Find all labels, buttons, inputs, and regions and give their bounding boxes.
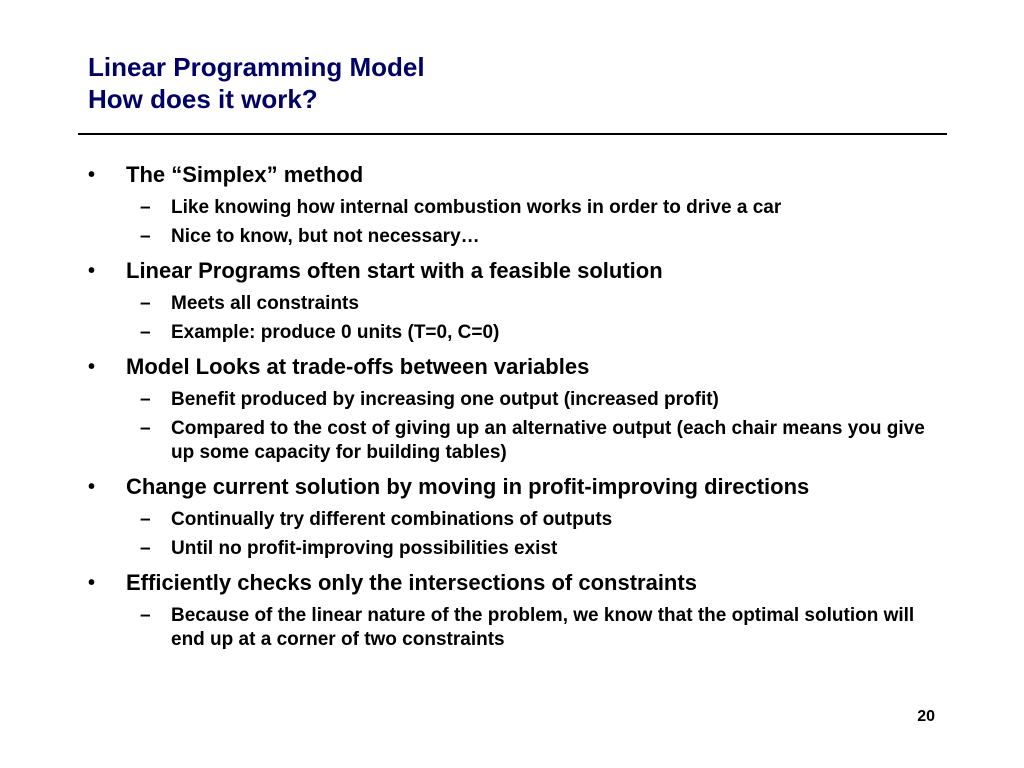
sub-bullet-marker: – [140,322,151,343]
bullet-marker: • [88,260,96,282]
sub-bullet-text: Example: produce 0 units (T=0, C=0) [171,322,500,343]
sub-bullet-text: Because of the linear nature of the problem, we know that the optimal solution will end up at a corner of two constraints [171,605,915,650]
sub-bullet-text: Meets all constraints [171,293,359,314]
sub-bullet-item [88,537,948,561]
page-number: 20 [917,708,935,725]
sub-bullet-marker: – [140,538,151,559]
sub-bullet-marker: – [140,509,151,530]
bullet-text: The “Simplex” method [126,162,364,187]
slide-title [88,51,425,115]
sub-bullet-text: Benefit produced by increasing one output (increased profit) [171,389,719,410]
sub-bullet-text: Nice to know, but not necessary… [171,226,480,247]
bullet-marker: • [88,164,96,186]
slide-body [88,159,948,652]
bullet-item [88,159,948,191]
bullet-text: Change current solution by moving in profit-improving directions [126,474,810,499]
sub-bullet-item [88,604,948,652]
sub-bullet-marker: – [140,418,151,439]
sub-bullet-marker: – [140,197,151,218]
sub-bullet-marker: – [140,293,151,314]
bullet-item [88,567,948,599]
sub-bullet-item [88,388,948,412]
bullet-item [88,471,948,503]
bullet-item [88,255,948,287]
sub-bullet-item [88,417,948,465]
sub-bullet-item [88,225,948,249]
sub-bullet-marker: – [140,605,151,626]
sub-bullet-marker: – [140,226,151,247]
sub-bullet-text: Continually try different combinations of outputs [171,509,613,530]
sub-bullet-item [88,196,948,220]
bullet-text: Model Looks at trade-offs between variables [126,354,590,379]
sub-bullet-text: Like knowing how internal combustion works in order to drive a car [171,197,782,218]
title-line-1: Linear Programming Model [88,52,425,82]
bullet-marker: • [88,356,96,378]
bullet-text: Linear Programs often start with a feasible solution [126,258,663,283]
sub-bullet-item [88,292,948,316]
bullet-item [88,351,948,383]
sub-bullet-text: Compared to the cost of giving up an alternative output (each chair means you give up some capacity for building tables) [171,418,925,463]
title-divider [78,133,947,135]
sub-bullet-item [88,508,948,532]
bullet-marker: • [88,572,96,594]
title-line-2: How does it work? [88,84,318,114]
bullet-text: Efficiently checks only the intersections of constraints [126,570,697,595]
sub-bullet-item [88,321,948,345]
sub-bullet-marker: – [140,389,151,410]
bullet-marker: • [88,476,96,498]
sub-bullet-text: Until no profit-improving possibilities exist [171,538,558,559]
